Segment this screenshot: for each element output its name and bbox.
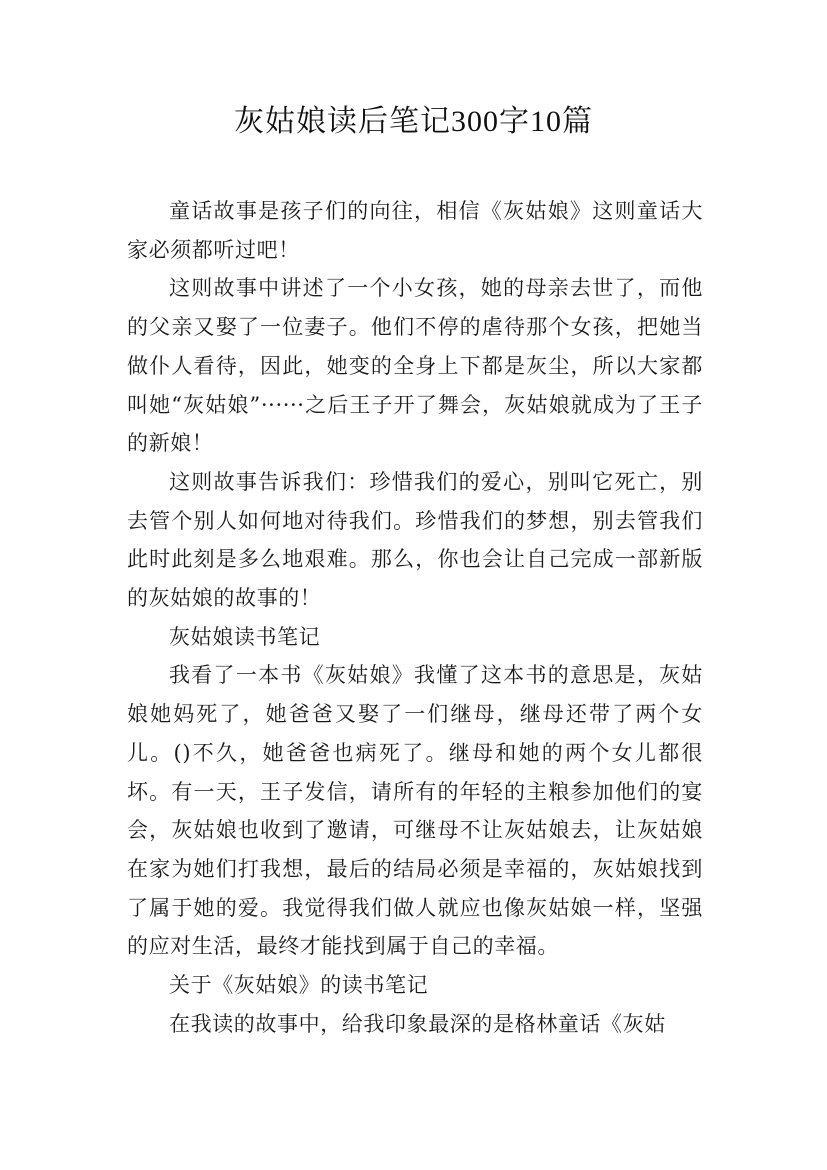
section-heading-reading-notes: 灰姑娘读书笔记 [169, 624, 321, 649]
section-heading-about-cinderella: 关于《灰姑娘》的读书笔记 [169, 973, 429, 998]
document-title: 灰姑娘读后笔记300字10篇 [234, 105, 593, 138]
document-body [127, 192, 703, 1043]
paragraph-about-cinderella: 在我读的故事中，给我印象最深的是格林童话《灰姑 [169, 1011, 666, 1036]
paragraph-story: 这则故事中讲述了一个小女孩，她的母亲去世了，而他的父亲又娶了一位妻子。他们不停的虐待那个女孩，把她当做仆人看待，因此，她变的全身上下都是灰尘，所以大家都叫她“灰姑娘”······之后王子开了舞会，灰姑娘就成为了王子的新娘！ [127, 276, 703, 456]
paragraph-lesson: 这则故事告诉我们：珍惜我们的爱心，别叫它死亡，别去管个别人如何地对待我们。珍惜我们的梦想，别去管我们此时此刻是多么地艰难。那么，你也会让自己完成一部新版的灰姑娘的故事的！ [127, 469, 703, 611]
paragraph-reading-notes: 我看了一本书《灰姑娘》我懂了这本书的意思是，灰姑娘她妈死了，她爸爸又娶了一们继母，继母还带了两个女儿。()不久，她爸爸也病死了。继母和她的两个女儿都很坏。有一天，王子发信，请所有的年轻的主粮参加他们的宴会，灰姑娘也收到了邀请，可继母不让灰姑娘去，让灰姑娘在家为她们打我想，最后的结局必须是幸福的，灰姑娘找到了属于她的爱。我觉得我们做人就应也像灰姑娘一样，坚强的应对生活，最终才能找到属于自己的幸福。 [127, 663, 703, 959]
paragraph-intro: 童话故事是孩子们的向往，相信《灰姑娘》这则童话大家必须都听过吧！ [127, 199, 703, 262]
